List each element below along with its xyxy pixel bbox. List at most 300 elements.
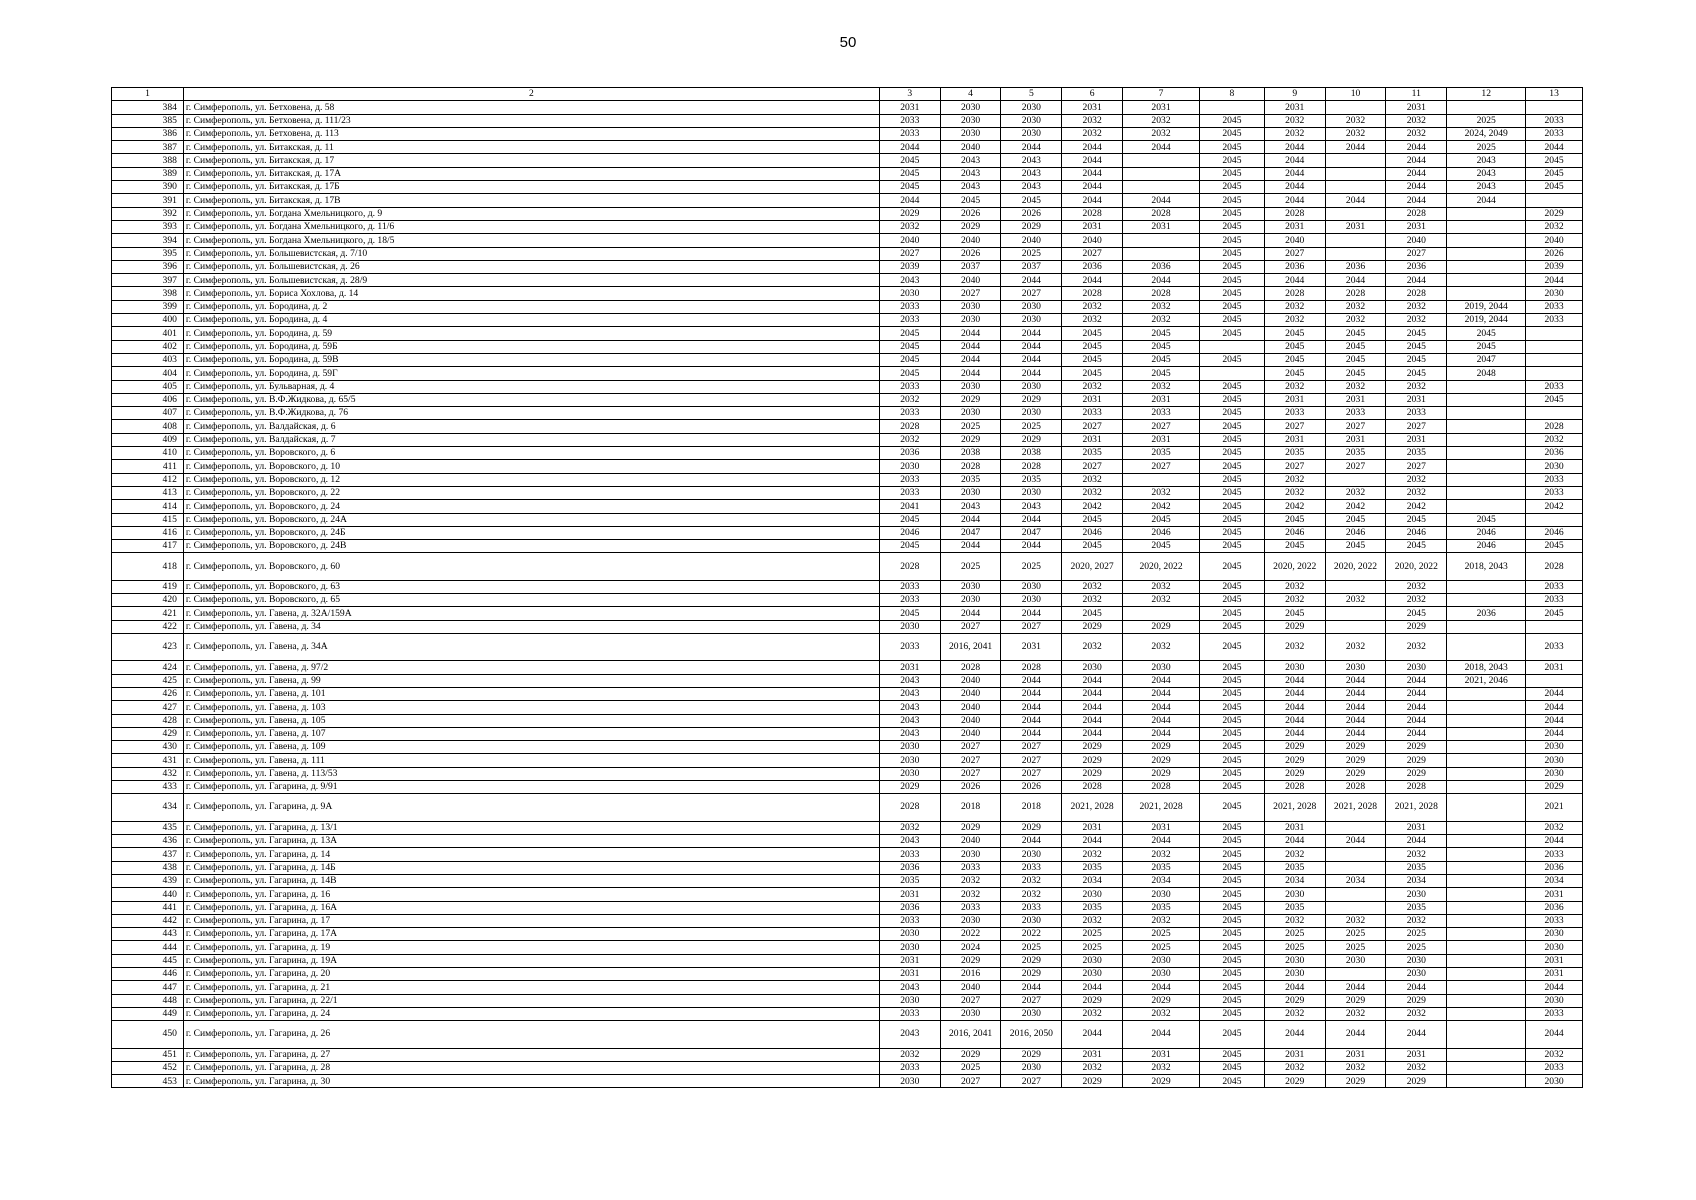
year-cell: 2021, 2028 bbox=[1264, 794, 1325, 821]
year-cell: 2030 bbox=[940, 486, 1001, 499]
table-row bbox=[112, 380, 1583, 393]
address-cell: г. Симферополь, ул. Бородина, д. 2 bbox=[183, 300, 879, 313]
year-cell: 2020, 2022 bbox=[1386, 553, 1447, 580]
year-cell: 2035 bbox=[879, 874, 940, 887]
table-row bbox=[112, 154, 1583, 167]
year-cell: 2033 bbox=[1526, 486, 1583, 499]
year-cell: 2043 bbox=[879, 701, 940, 714]
year-cell: 2026 bbox=[1526, 247, 1583, 260]
year-cell: 2045 bbox=[1200, 848, 1265, 861]
row-number-cell: 387 bbox=[112, 141, 184, 154]
table-row bbox=[112, 954, 1583, 967]
year-cell bbox=[1447, 393, 1526, 406]
year-cell: 2045 bbox=[1264, 513, 1325, 526]
year-cell: 2045 bbox=[1200, 407, 1265, 420]
year-cell: 2032 bbox=[1325, 314, 1386, 327]
year-cell: 2043 bbox=[879, 835, 940, 848]
year-cell: 2032 bbox=[1386, 914, 1447, 927]
year-cell: 2025 bbox=[1325, 928, 1386, 941]
year-cell bbox=[1447, 433, 1526, 446]
year-cell bbox=[1447, 594, 1526, 607]
address-cell: г. Симферополь, ул. Гагарина, д. 26 bbox=[183, 1021, 879, 1048]
year-cell: 2030 bbox=[940, 127, 1001, 140]
row-number-cell: 450 bbox=[112, 1021, 184, 1048]
year-cell: 2033 bbox=[1526, 114, 1583, 127]
row-number-cell: 429 bbox=[112, 727, 184, 740]
table-row bbox=[112, 848, 1583, 861]
year-cell: 2044 bbox=[1062, 981, 1123, 994]
registry-table bbox=[111, 87, 1583, 1088]
address-cell: г. Симферополь, ул. Гагарина, д. 24 bbox=[183, 1007, 879, 1020]
year-cell: 2043 bbox=[1001, 167, 1062, 180]
column-header: 3 bbox=[879, 88, 940, 101]
year-cell: 2020, 2022 bbox=[1123, 553, 1200, 580]
year-cell: 2031 bbox=[1062, 1048, 1123, 1061]
year-cell: 2029 bbox=[1001, 954, 1062, 967]
year-cell: 2045 bbox=[940, 194, 1001, 207]
year-cell: 2045 bbox=[1264, 327, 1325, 340]
year-cell: 2027 bbox=[1001, 741, 1062, 754]
year-cell: 2044 bbox=[1325, 274, 1386, 287]
year-cell: 2032 bbox=[1264, 314, 1325, 327]
year-cell: 2034 bbox=[1264, 874, 1325, 887]
year-cell: 2030 bbox=[1001, 101, 1062, 114]
year-cell: 2045 bbox=[1386, 513, 1447, 526]
year-cell: 2044 bbox=[1264, 674, 1325, 687]
year-cell: 2045 bbox=[1200, 888, 1265, 901]
year-cell: 2027 bbox=[1386, 420, 1447, 433]
year-cell: 2045 bbox=[1200, 181, 1265, 194]
year-cell: 2045 bbox=[1200, 661, 1265, 674]
year-cell bbox=[1325, 101, 1386, 114]
year-cell: 2040 bbox=[1001, 234, 1062, 247]
year-cell bbox=[1447, 928, 1526, 941]
year-cell: 2030 bbox=[1526, 460, 1583, 473]
table-row bbox=[112, 194, 1583, 207]
year-cell bbox=[1526, 101, 1583, 114]
year-cell: 2031 bbox=[879, 954, 940, 967]
address-cell: г. Симферополь, ул. Гавена, д. 109 bbox=[183, 741, 879, 754]
year-cell: 2028 bbox=[1123, 781, 1200, 794]
year-cell: 2030 bbox=[1062, 967, 1123, 980]
year-cell: 2034 bbox=[1526, 874, 1583, 887]
year-cell: 2028 bbox=[1386, 287, 1447, 300]
year-cell: 2028 bbox=[1264, 781, 1325, 794]
year-cell: 2042 bbox=[1062, 500, 1123, 513]
column-header: 2 bbox=[183, 88, 879, 101]
year-cell: 2045 bbox=[1526, 154, 1583, 167]
year-cell: 2027 bbox=[940, 620, 1001, 633]
year-cell: 2032 bbox=[1325, 1007, 1386, 1020]
year-cell: 2029 bbox=[1325, 754, 1386, 767]
row-number-cell: 406 bbox=[112, 393, 184, 406]
year-cell: 2033 bbox=[879, 473, 940, 486]
year-cell: 2033 bbox=[879, 1061, 940, 1074]
row-number-cell: 420 bbox=[112, 594, 184, 607]
row-number-cell: 385 bbox=[112, 114, 184, 127]
year-cell: 2045 bbox=[1123, 367, 1200, 380]
year-cell: 2028 bbox=[1325, 781, 1386, 794]
row-number-cell: 430 bbox=[112, 741, 184, 754]
address-cell: г. Симферополь, ул. Гавена, д. 34А bbox=[183, 633, 879, 660]
year-cell: 2033 bbox=[1526, 594, 1583, 607]
year-cell: 2030 bbox=[1062, 954, 1123, 967]
year-cell: 2044 bbox=[940, 327, 1001, 340]
year-cell bbox=[1447, 888, 1526, 901]
year-cell: 2029 bbox=[1264, 741, 1325, 754]
year-cell: 2029 bbox=[1526, 781, 1583, 794]
year-cell: 2040 bbox=[879, 234, 940, 247]
year-cell: 2045 bbox=[1200, 314, 1265, 327]
year-cell: 2043 bbox=[940, 154, 1001, 167]
year-cell: 2043 bbox=[879, 981, 940, 994]
year-cell: 2034 bbox=[1386, 874, 1447, 887]
year-cell: 2030 bbox=[940, 300, 1001, 313]
address-cell: г. Симферополь, ул. Бородина, д. 59Б bbox=[183, 340, 879, 353]
year-cell: 2032 bbox=[1123, 127, 1200, 140]
year-cell: 2033 bbox=[1001, 901, 1062, 914]
year-cell: 2018 bbox=[940, 794, 1001, 821]
year-cell: 2030 bbox=[1001, 300, 1062, 313]
year-cell: 2032 bbox=[1264, 127, 1325, 140]
row-number-cell: 442 bbox=[112, 914, 184, 927]
year-cell: 2033 bbox=[879, 380, 940, 393]
year-cell: 2030 bbox=[1325, 661, 1386, 674]
year-cell: 2032 bbox=[1264, 473, 1325, 486]
year-cell: 2028 bbox=[1001, 460, 1062, 473]
year-cell: 2033 bbox=[1123, 407, 1200, 420]
year-cell: 2030 bbox=[1001, 1061, 1062, 1074]
row-number-cell: 401 bbox=[112, 327, 184, 340]
year-cell: 2045 bbox=[1325, 540, 1386, 553]
year-cell bbox=[1325, 167, 1386, 180]
year-cell: 2036 bbox=[1526, 447, 1583, 460]
address-cell: г. Симферополь, ул. Воровского, д. 24В bbox=[183, 540, 879, 553]
year-cell: 2032 bbox=[940, 874, 1001, 887]
year-cell bbox=[1447, 954, 1526, 967]
year-cell: 2045 bbox=[1200, 714, 1265, 727]
table-row bbox=[112, 287, 1583, 300]
year-cell: 2032 bbox=[1001, 888, 1062, 901]
year-cell: 2045 bbox=[1264, 340, 1325, 353]
year-cell: 2032 bbox=[1123, 114, 1200, 127]
column-header: 13 bbox=[1526, 88, 1583, 101]
year-cell: 2028 bbox=[1062, 287, 1123, 300]
year-cell: 2029 bbox=[1264, 767, 1325, 780]
year-cell: 2029 bbox=[1001, 1048, 1062, 1061]
year-cell bbox=[1447, 981, 1526, 994]
year-cell: 2042 bbox=[1264, 500, 1325, 513]
table-row bbox=[112, 300, 1583, 313]
year-cell: 2045 bbox=[1325, 340, 1386, 353]
year-cell: 2040 bbox=[1526, 234, 1583, 247]
year-cell: 2045 bbox=[1200, 287, 1265, 300]
year-cell: 2032 bbox=[1386, 114, 1447, 127]
row-number-cell: 416 bbox=[112, 526, 184, 539]
year-cell: 2027 bbox=[1001, 1075, 1062, 1088]
year-cell: 2031 bbox=[1526, 888, 1583, 901]
year-cell: 2035 bbox=[1386, 861, 1447, 874]
year-cell: 2035 bbox=[1264, 447, 1325, 460]
table-row bbox=[112, 661, 1583, 674]
year-cell: 2029 bbox=[1325, 1075, 1386, 1088]
year-cell: 2031 bbox=[1123, 821, 1200, 834]
address-cell: г. Симферополь, ул. Битакская, д. 11 bbox=[183, 141, 879, 154]
year-cell: 2045 bbox=[1200, 861, 1265, 874]
year-cell: 2027 bbox=[1001, 994, 1062, 1007]
year-cell: 2045 bbox=[1386, 367, 1447, 380]
year-cell: 2044 bbox=[1123, 1021, 1200, 1048]
year-cell: 2030 bbox=[879, 994, 940, 1007]
year-cell bbox=[1123, 247, 1200, 260]
year-cell: 2029 bbox=[1264, 1075, 1325, 1088]
year-cell: 2030 bbox=[879, 928, 940, 941]
year-cell: 2035 bbox=[1264, 861, 1325, 874]
year-cell: 2031 bbox=[1123, 101, 1200, 114]
table-row bbox=[112, 274, 1583, 287]
year-cell bbox=[1447, 741, 1526, 754]
year-cell bbox=[1447, 287, 1526, 300]
year-cell: 2030 bbox=[1264, 954, 1325, 967]
year-cell: 2044 bbox=[1325, 981, 1386, 994]
year-cell: 2044 bbox=[1001, 327, 1062, 340]
year-cell: 2029 bbox=[1386, 754, 1447, 767]
year-cell: 2044 bbox=[1062, 154, 1123, 167]
year-cell: 2032 bbox=[1123, 848, 1200, 861]
year-cell: 2045 bbox=[1200, 821, 1265, 834]
year-cell: 2047 bbox=[940, 526, 1001, 539]
year-cell: 2029 bbox=[1001, 220, 1062, 233]
year-cell: 2032 bbox=[1264, 1007, 1325, 1020]
table-row bbox=[112, 941, 1583, 954]
year-cell: 2025 bbox=[940, 1061, 1001, 1074]
column-header: 6 bbox=[1062, 88, 1123, 101]
table-row bbox=[112, 1075, 1583, 1088]
row-number-cell: 410 bbox=[112, 447, 184, 460]
year-cell: 2044 bbox=[1123, 727, 1200, 740]
row-number-cell: 446 bbox=[112, 967, 184, 980]
year-cell bbox=[1447, 754, 1526, 767]
year-cell: 2026 bbox=[1001, 207, 1062, 220]
year-cell: 2044 bbox=[1123, 274, 1200, 287]
year-cell: 2035 bbox=[1001, 473, 1062, 486]
year-cell: 2040 bbox=[940, 727, 1001, 740]
year-cell bbox=[1123, 154, 1200, 167]
year-cell: 2045 bbox=[1325, 513, 1386, 526]
year-cell bbox=[1123, 473, 1200, 486]
year-cell: 2016, 2041 bbox=[940, 1021, 1001, 1048]
year-cell: 2044 bbox=[1264, 1021, 1325, 1048]
year-cell: 2045 bbox=[1062, 513, 1123, 526]
year-cell: 2031 bbox=[1386, 433, 1447, 446]
year-cell: 2033 bbox=[879, 848, 940, 861]
year-cell: 2036 bbox=[879, 447, 940, 460]
year-cell: 2029 bbox=[1325, 767, 1386, 780]
year-cell: 2045 bbox=[1200, 513, 1265, 526]
year-cell: 2045 bbox=[1200, 781, 1265, 794]
year-cell: 2044 bbox=[1001, 835, 1062, 848]
year-cell: 2048 bbox=[1447, 367, 1526, 380]
year-cell: 2038 bbox=[1001, 447, 1062, 460]
row-number-cell: 400 bbox=[112, 314, 184, 327]
address-cell: г. Симферополь, ул. Гагарина, д. 13А bbox=[183, 835, 879, 848]
year-cell: 2045 bbox=[1062, 353, 1123, 366]
year-cell: 2027 bbox=[1386, 247, 1447, 260]
year-cell bbox=[1447, 220, 1526, 233]
row-number-cell: 423 bbox=[112, 633, 184, 660]
year-cell: 2032 bbox=[1062, 380, 1123, 393]
year-cell: 2025 bbox=[1062, 941, 1123, 954]
address-cell: г. Симферополь, ул. Гавена, д. 111 bbox=[183, 754, 879, 767]
year-cell: 2033 bbox=[879, 300, 940, 313]
year-cell: 2033 bbox=[940, 861, 1001, 874]
year-cell: 2045 bbox=[1062, 327, 1123, 340]
year-cell: 2044 bbox=[1386, 167, 1447, 180]
year-cell: 2035 bbox=[1264, 901, 1325, 914]
year-cell: 2042 bbox=[1386, 500, 1447, 513]
year-cell: 2027 bbox=[1325, 420, 1386, 433]
row-number-cell: 426 bbox=[112, 687, 184, 700]
year-cell: 2045 bbox=[1447, 340, 1526, 353]
year-cell: 2044 bbox=[1526, 274, 1583, 287]
year-cell bbox=[1447, 633, 1526, 660]
year-cell: 2030 bbox=[1526, 928, 1583, 941]
header-row bbox=[112, 88, 1583, 101]
year-cell: 2044 bbox=[1264, 194, 1325, 207]
address-cell: г. Симферополь, ул. Гагарина, д. 27 bbox=[183, 1048, 879, 1061]
year-cell: 2030 bbox=[1001, 114, 1062, 127]
year-cell: 2032 bbox=[1386, 594, 1447, 607]
year-cell: 2035 bbox=[1062, 861, 1123, 874]
year-cell: 2032 bbox=[1123, 1007, 1200, 1020]
year-cell: 2026 bbox=[940, 247, 1001, 260]
year-cell: 2045 bbox=[1062, 340, 1123, 353]
year-cell: 2045 bbox=[1526, 181, 1583, 194]
year-cell: 2032 bbox=[1386, 580, 1447, 593]
year-cell: 2033 bbox=[1526, 380, 1583, 393]
year-cell bbox=[1325, 247, 1386, 260]
table-row bbox=[112, 407, 1583, 420]
year-cell: 2044 bbox=[1062, 835, 1123, 848]
year-cell: 2029 bbox=[940, 821, 1001, 834]
row-number-cell: 434 bbox=[112, 794, 184, 821]
year-cell: 2031 bbox=[1062, 101, 1123, 114]
year-cell bbox=[1447, 874, 1526, 887]
year-cell: 2044 bbox=[1264, 167, 1325, 180]
year-cell: 2045 bbox=[1526, 393, 1583, 406]
year-cell: 2032 bbox=[1062, 314, 1123, 327]
year-cell bbox=[1447, 247, 1526, 260]
year-cell bbox=[1325, 888, 1386, 901]
year-cell: 2030 bbox=[940, 594, 1001, 607]
year-cell: 2040 bbox=[940, 674, 1001, 687]
year-cell bbox=[1447, 1075, 1526, 1088]
table-row bbox=[112, 141, 1583, 154]
year-cell: 2025 bbox=[1001, 941, 1062, 954]
address-cell: г. Симферополь, ул. Гагарина, д. 13/1 bbox=[183, 821, 879, 834]
year-cell: 2025 bbox=[1123, 928, 1200, 941]
row-number-cell: 438 bbox=[112, 861, 184, 874]
year-cell: 2030 bbox=[1526, 287, 1583, 300]
year-cell: 2035 bbox=[1386, 901, 1447, 914]
year-cell: 2044 bbox=[1062, 274, 1123, 287]
year-cell: 2044 bbox=[940, 353, 1001, 366]
year-cell: 2030 bbox=[1123, 967, 1200, 980]
year-cell: 2045 bbox=[1123, 353, 1200, 366]
year-cell: 2044 bbox=[1062, 194, 1123, 207]
address-cell: г. Симферополь, ул. Битакская, д. 17 bbox=[183, 154, 879, 167]
year-cell: 2045 bbox=[1200, 594, 1265, 607]
year-cell bbox=[1325, 821, 1386, 834]
year-cell: 2036 bbox=[1264, 260, 1325, 273]
year-cell: 2045 bbox=[1200, 234, 1265, 247]
year-cell: 2044 bbox=[1386, 835, 1447, 848]
year-cell: 2045 bbox=[1123, 513, 1200, 526]
year-cell: 2030 bbox=[879, 754, 940, 767]
year-cell: 2025 bbox=[1447, 114, 1526, 127]
year-cell: 2030 bbox=[940, 914, 1001, 927]
year-cell: 2028 bbox=[940, 460, 1001, 473]
year-cell: 2045 bbox=[1264, 367, 1325, 380]
year-cell: 2040 bbox=[1264, 234, 1325, 247]
address-cell: г. Симферополь, ул. Гавена, д. 101 bbox=[183, 687, 879, 700]
year-cell: 2030 bbox=[1001, 407, 1062, 420]
year-cell: 2028 bbox=[879, 553, 940, 580]
year-cell: 2032 bbox=[1062, 473, 1123, 486]
year-cell: 2045 bbox=[1200, 914, 1265, 927]
year-cell: 2027 bbox=[940, 754, 1001, 767]
row-number-cell: 399 bbox=[112, 300, 184, 313]
year-cell: 2027 bbox=[1062, 460, 1123, 473]
year-cell: 2027 bbox=[1264, 247, 1325, 260]
year-cell: 2028 bbox=[940, 661, 1001, 674]
year-cell: 2045 bbox=[1200, 553, 1265, 580]
row-number-cell: 453 bbox=[112, 1075, 184, 1088]
year-cell: 2025 bbox=[1123, 941, 1200, 954]
year-cell bbox=[1447, 861, 1526, 874]
address-cell: г. Симферополь, ул. Воровского, д. 6 bbox=[183, 447, 879, 460]
year-cell: 2030 bbox=[1001, 314, 1062, 327]
year-cell: 2033 bbox=[879, 1007, 940, 1020]
year-cell: 2020, 2022 bbox=[1325, 553, 1386, 580]
year-cell: 2045 bbox=[1200, 167, 1265, 180]
year-cell: 2044 bbox=[1123, 981, 1200, 994]
row-number-cell: 391 bbox=[112, 194, 184, 207]
table-row bbox=[112, 767, 1583, 780]
year-cell: 2046 bbox=[879, 526, 940, 539]
row-number-cell: 404 bbox=[112, 367, 184, 380]
year-cell: 2044 bbox=[940, 340, 1001, 353]
year-cell: 2032 bbox=[1062, 1007, 1123, 1020]
table-row bbox=[112, 981, 1583, 994]
year-cell: 2044 bbox=[1264, 835, 1325, 848]
table-row bbox=[112, 513, 1583, 526]
year-cell: 2024 bbox=[940, 941, 1001, 954]
row-number-cell: 393 bbox=[112, 220, 184, 233]
year-cell: 2033 bbox=[879, 314, 940, 327]
year-cell: 2044 bbox=[1123, 687, 1200, 700]
year-cell: 2045 bbox=[1386, 340, 1447, 353]
table-row bbox=[112, 540, 1583, 553]
year-cell bbox=[1325, 473, 1386, 486]
year-cell: 2030 bbox=[940, 580, 1001, 593]
row-number-cell: 390 bbox=[112, 181, 184, 194]
year-cell: 2032 bbox=[879, 433, 940, 446]
year-cell bbox=[1447, 1021, 1526, 1048]
year-cell: 2030 bbox=[879, 460, 940, 473]
year-cell bbox=[1447, 848, 1526, 861]
year-cell: 2029 bbox=[879, 781, 940, 794]
